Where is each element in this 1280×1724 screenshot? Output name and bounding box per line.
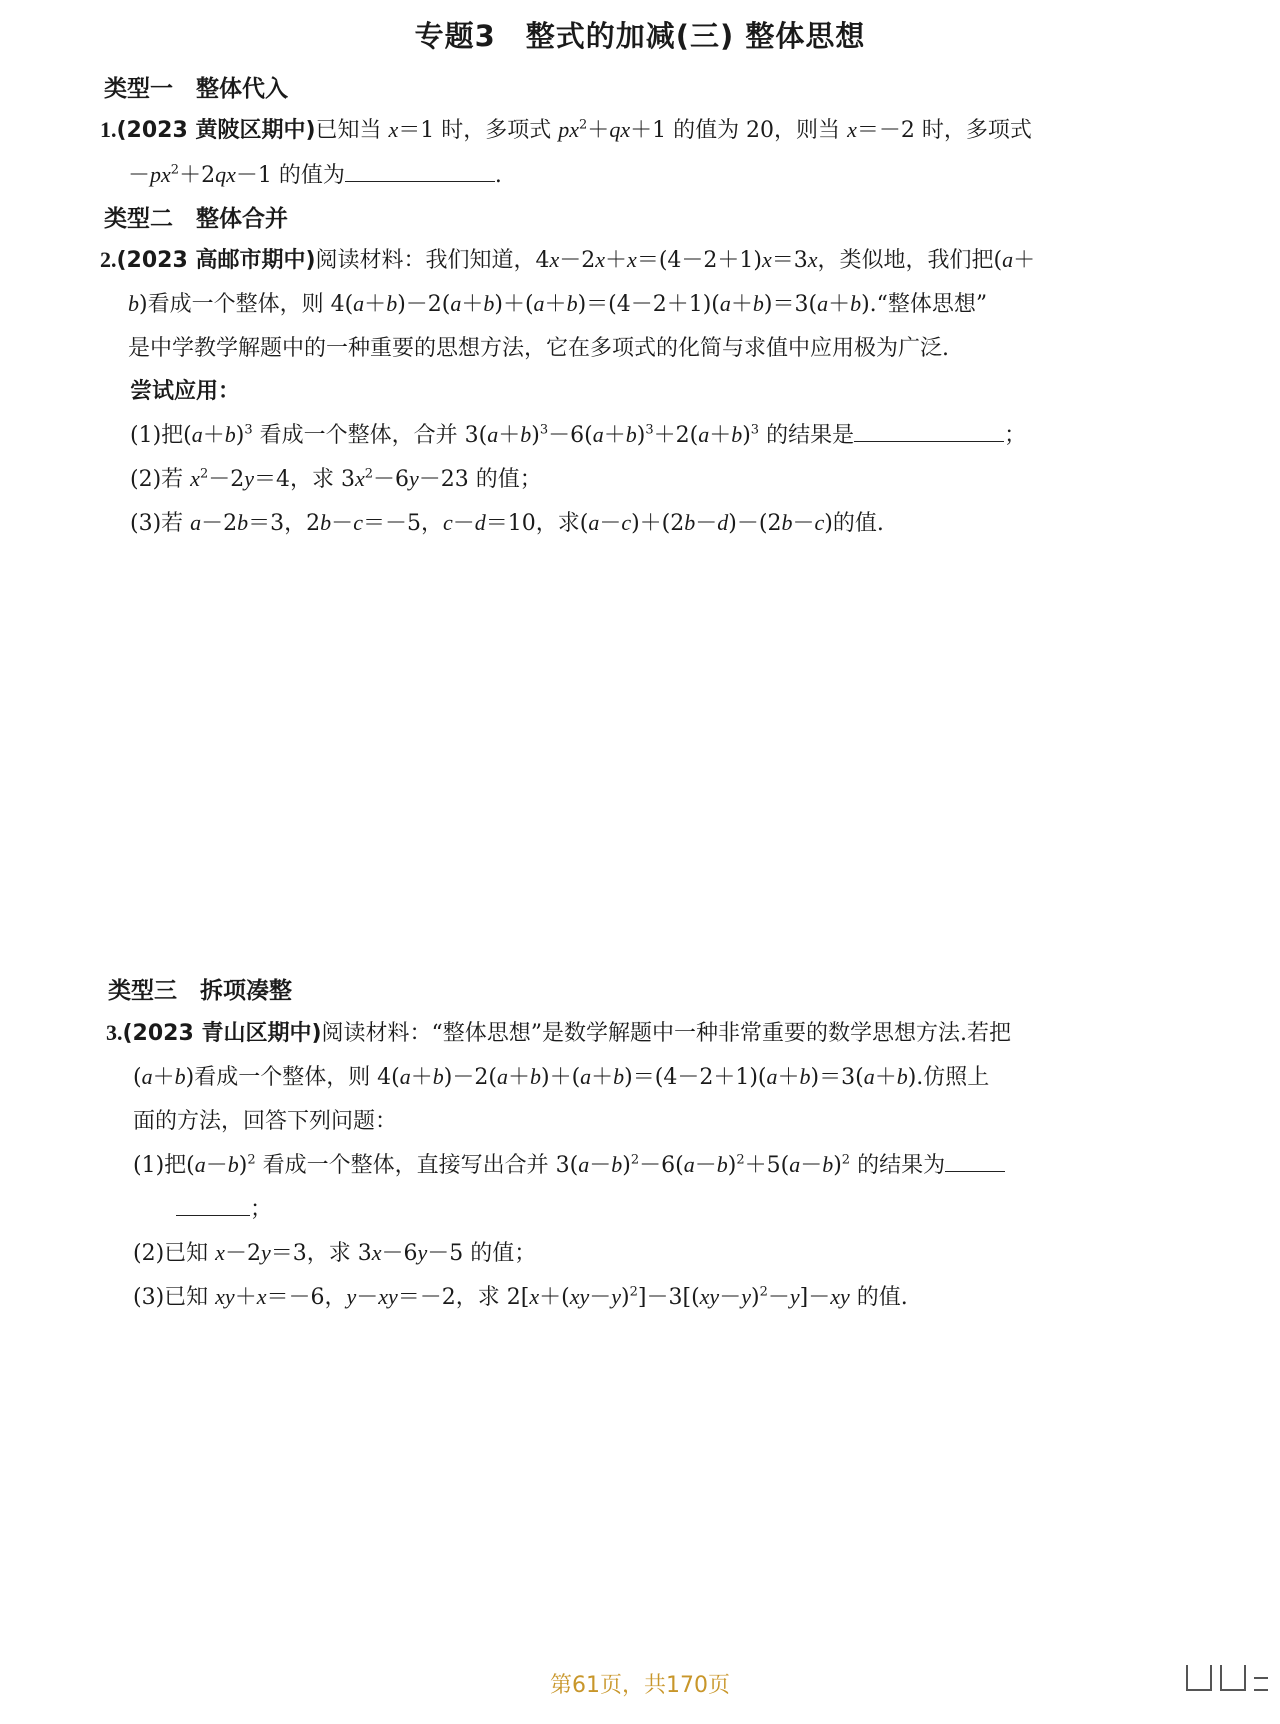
try-apply-label: 尝试应用：	[130, 379, 241, 404]
menu-icon[interactable]	[1254, 1677, 1268, 1691]
page-view-icon[interactable]	[1220, 1665, 1246, 1691]
question-1-line-2: $-px^2+2qx-1$ 的值为 .	[128, 162, 502, 188]
question-3-part-1: (1)把$(a-b)^2$ 看成一个整体，直接写出合并 $3(a-b)^2-6(a-b)^2+5(a-b)^2$ 的结果为	[133, 1148, 1005, 1179]
question-3-part-3: (3)已知 xy＋x＝－6，y－xy＝－2，求 $2[x+(xy-y)^2]-3[(xy-y)^2-y]-xy$ 的值.	[133, 1284, 908, 1310]
question-3-line-2: (a＋b)看成一个整体，则 4(a＋b)－2(a＋b)＋(a＋b)＝(4－2＋1)(a＋b)＝3(a＋b).仿照上	[133, 1064, 990, 1090]
question-source: (2023 黄陂区期中)	[116, 118, 316, 143]
question-number: 2.	[100, 247, 117, 272]
question-number: 1.	[100, 117, 117, 142]
page-counter: 第61页，共170页	[550, 1673, 730, 1698]
question-1-line-1: 1.(2023 黄陂区期中)已知当 x＝1 时，多项式 $px^2+qx+1$ 的值为 20，则当 x＝－2 时，多项式	[100, 117, 1032, 143]
question-2-line-1: 2.(2023 高邮市期中)阅读材料：我们知道，4x－2x＋x＝(4－2＋1)x＝3x，类似地，我们把(a＋	[100, 247, 1036, 273]
question-source: (2023 青山区期中)	[122, 1021, 322, 1046]
question-3-part-2: (2)已知 x－2y＝3，求 3x－6y－5 的值；	[133, 1240, 537, 1266]
answer-blank	[945, 1151, 1005, 1172]
question-3-part-1-cont: ；	[176, 1192, 272, 1223]
question-2-part-1: (1)把$(a+b)^3$ 看成一个整体，合并 $3(a+b)^3-6(a+b)^3+2(a+b)^3$ 的结果是 ；	[130, 422, 1027, 448]
question-2-line-3: 是中学教学解题中的一种重要的思想方法，它在多项式的化简与求值中应用极为广泛.	[128, 336, 949, 361]
question-2-line-2: b)看成一个整体，则 4(a＋b)－2(a＋b)＋(a＋b)＝(4－2＋1)(a＋b)＝3(a＋b).“整体思想”	[128, 291, 988, 317]
question-2-part-3: (3)若 a－2b＝3，2b－c＝－5，c－d＝10，求(a－c)＋(2b－d)－(2b－c)的值.	[130, 510, 884, 536]
question-2-part-2: (2)若 $x^2-2y=4$，求 $3x^2-6y-23$ 的值；	[130, 466, 542, 492]
question-3-line-3: 面的方法，回答下列问题：	[133, 1109, 398, 1134]
answer-blank	[345, 161, 495, 182]
answer-blank	[176, 1195, 250, 1216]
question-number: 3.	[106, 1020, 123, 1045]
page-view-icon[interactable]	[1186, 1665, 1212, 1691]
page-title: 专题3 整式的加减(三) 整体思想	[414, 19, 866, 53]
section-heading-1: 类型一 整体代入	[104, 76, 288, 102]
section-heading-2: 类型二 整体合并	[104, 206, 288, 232]
question-source: (2023 高邮市期中)	[116, 248, 316, 273]
page-nav-icons[interactable]	[1186, 1665, 1268, 1691]
section-heading-3: 类型三 拆项凑整	[108, 978, 292, 1004]
question-3-line-1: 3.(2023 青山区期中)阅读材料：“整体思想”是数学解题中一种非常重要的数学思想方法.若把	[106, 1020, 1011, 1046]
answer-blank	[854, 421, 1004, 442]
